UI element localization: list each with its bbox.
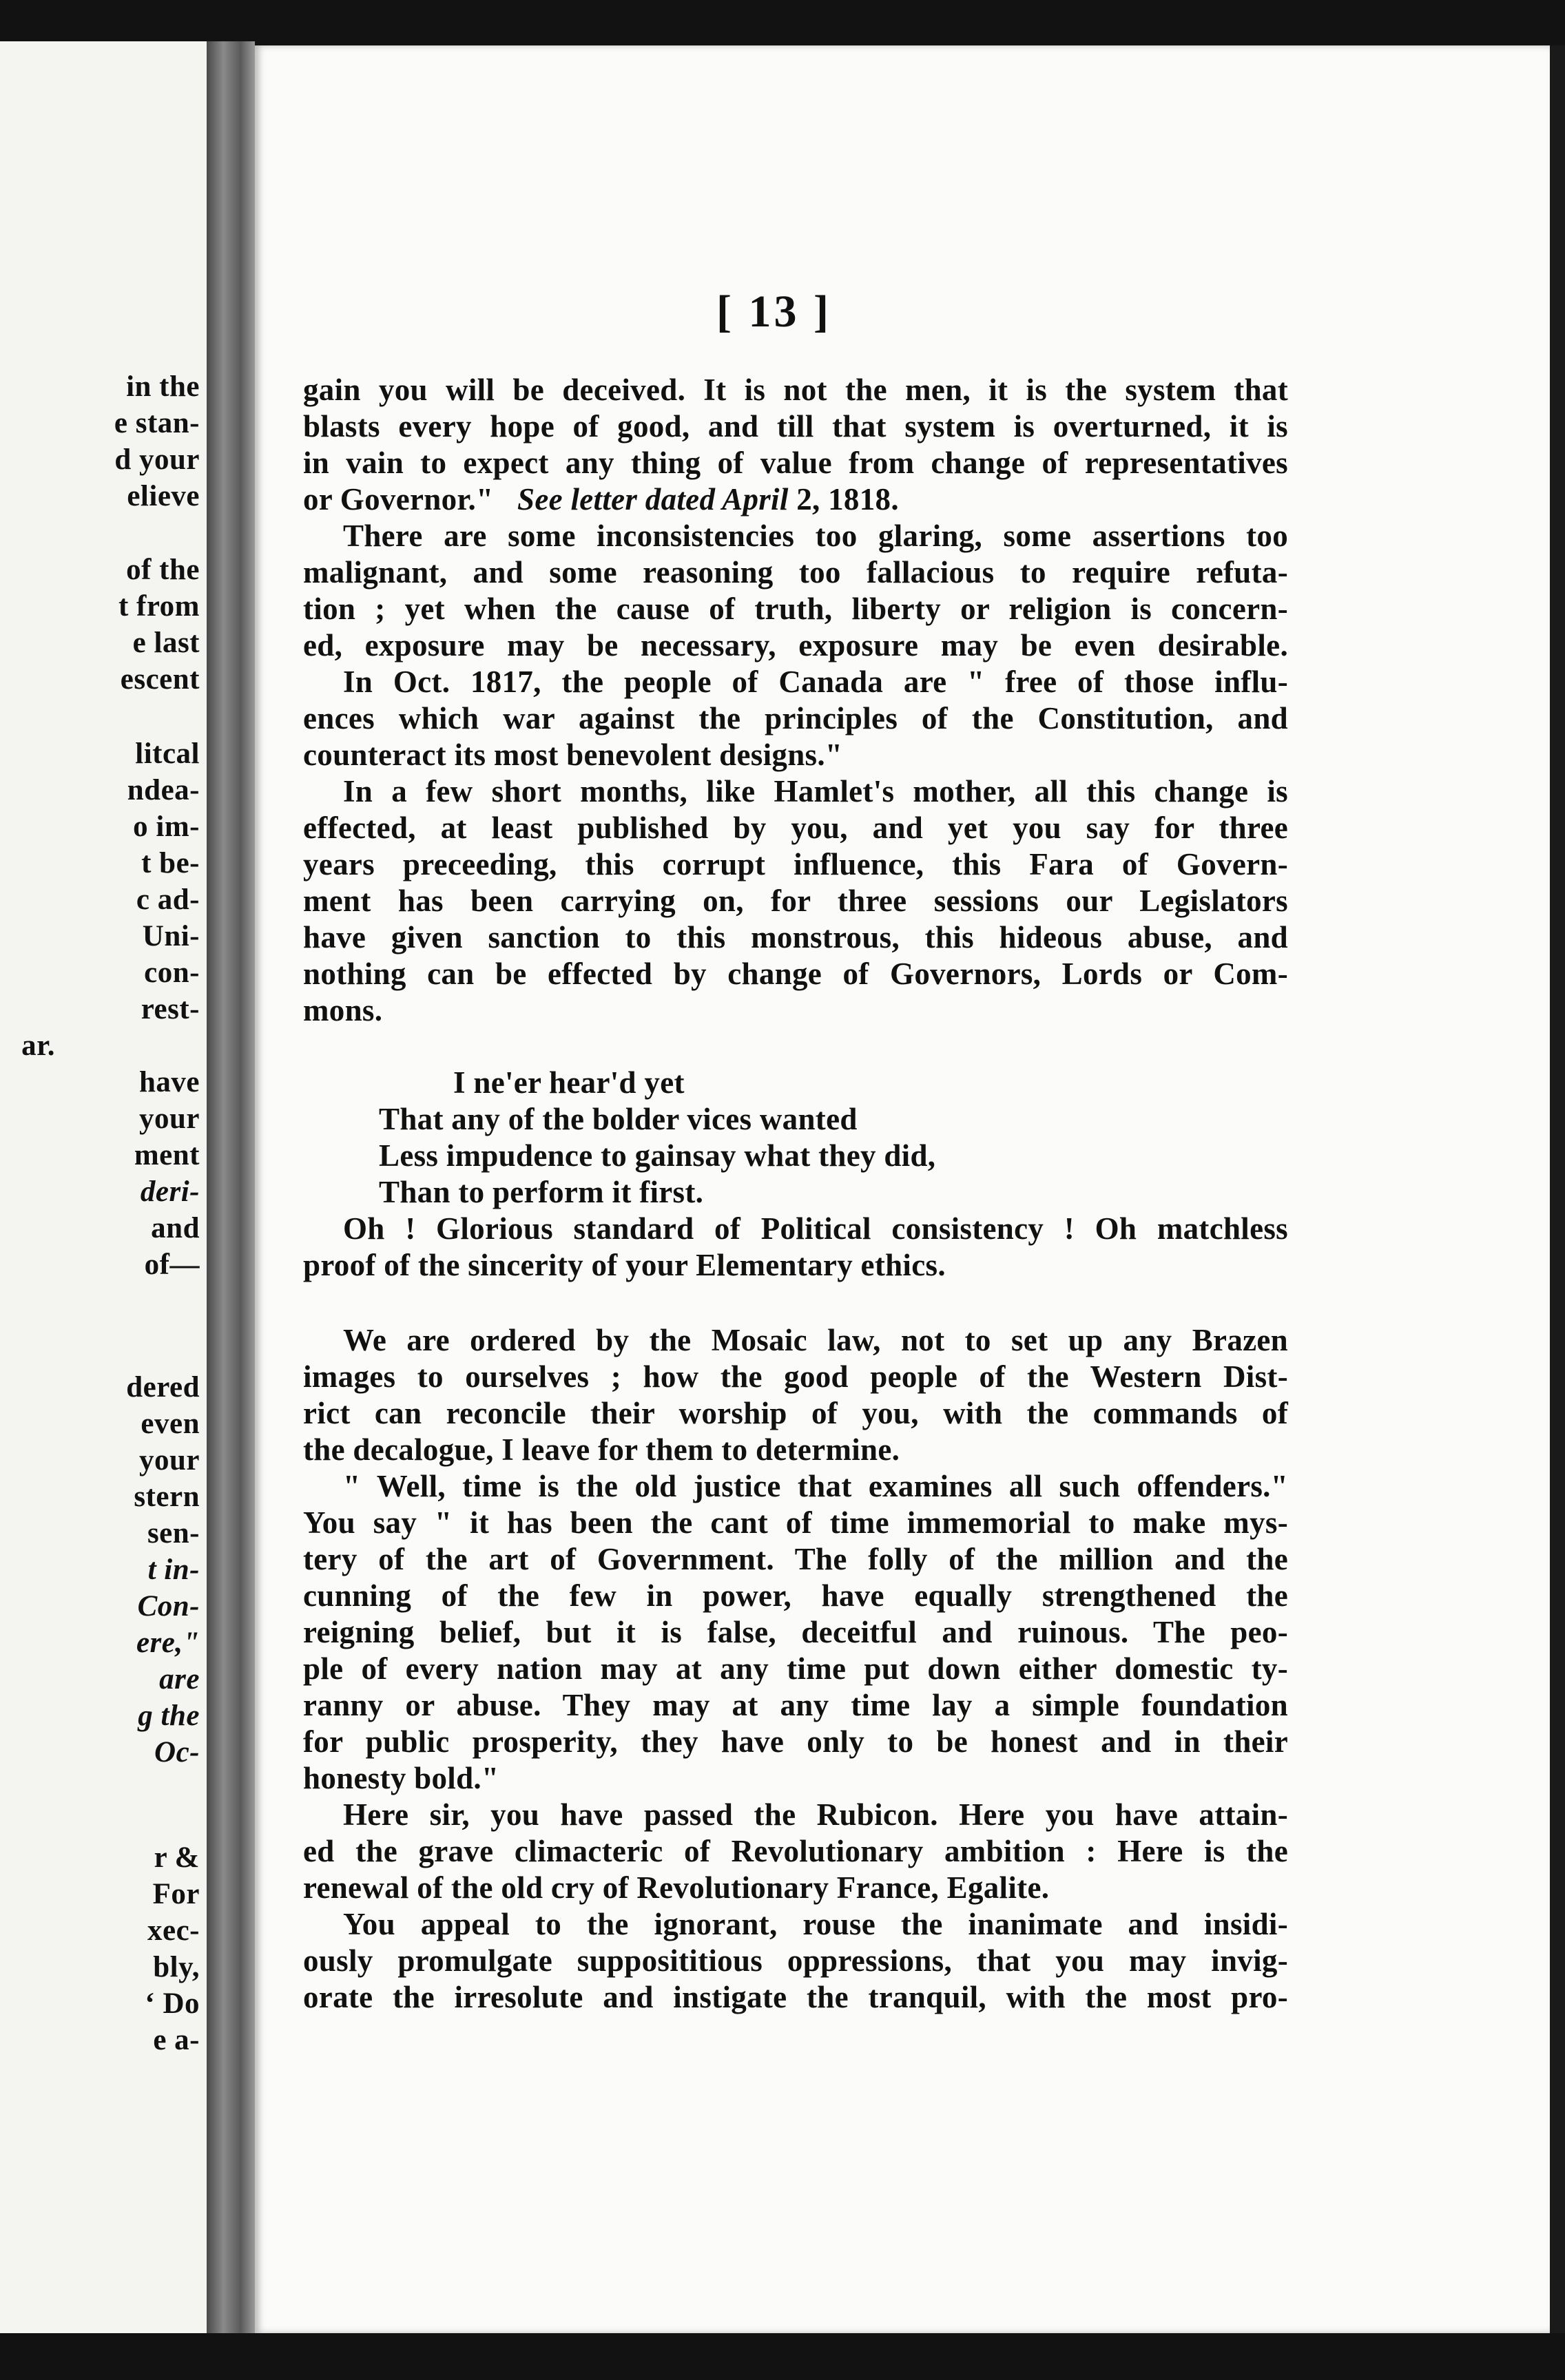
left-fragment: litcal (135, 738, 200, 770)
letter-citation: See letter dated April (517, 482, 789, 516)
left-fragment: r & (154, 1841, 200, 1874)
left-fragment: of the (126, 554, 200, 586)
text-line: proof of the sincerity of your Elementary ethics. (303, 1248, 946, 1282)
left-facing-page (0, 41, 207, 2335)
left-fragment: e last (132, 627, 200, 659)
verse-line: That any of the bolder vices wanted (379, 1102, 858, 1136)
verse-line: I ne'er hear'd yet (453, 1065, 685, 1100)
letter-date: 2, 1818. (796, 482, 899, 516)
text-line: " Well, time is the old justice that examines all such offenders." (343, 1469, 1288, 1503)
text-line: reigning belief, but it is false, deceitful and ruinous. The peo- (303, 1615, 1288, 1649)
text-line: Oh ! Glorious standard of Political consistency ! Oh matchless (343, 1211, 1288, 1246)
left-fragment: t in- (147, 1554, 200, 1586)
left-fragment: have (139, 1066, 200, 1098)
text-line: the decalogue, I leave for them to determine. (303, 1432, 900, 1467)
text-line: have given sanction to this monstrous, this hideous abuse, and (303, 920, 1288, 954)
left-fragment: con- (144, 957, 200, 989)
text-line: effected, at least published by you, and yet you say for three (303, 811, 1288, 845)
text-line: ously promulgate supposititious oppressions, that you may invig- (303, 1943, 1288, 1978)
left-fragment: are (159, 1663, 200, 1695)
left-fragment: t be- (141, 847, 200, 879)
text-line: counteract its most benevolent designs." (303, 738, 843, 772)
text-line: in vain to expect any thing of value from change of representatives (303, 446, 1288, 480)
text-line: You appeal to the ignorant, rouse the inanimate and insidi- (343, 1907, 1288, 1941)
left-fragment: e stan- (114, 407, 200, 439)
text-line: You say " it has been the cant of time immemorial to make mys- (303, 1505, 1288, 1540)
text-line: honesty bold." (303, 1761, 499, 1795)
left-fragment: deri- (140, 1176, 200, 1208)
left-fragment: even (141, 1408, 200, 1440)
left-fragment: dered (126, 1371, 200, 1403)
left-fragment: For (152, 1878, 200, 1910)
text-line: for public prosperity, they have only to be honest and in their (303, 1724, 1288, 1759)
text-line: ences which war against the principles of the Constitution, and (303, 701, 1288, 735)
left-fragment: escent (120, 663, 200, 696)
left-fragment: Oc- (154, 1736, 200, 1768)
left-fragment: stern (134, 1481, 200, 1513)
text-line: cunning of the few in power, have equally strengthened the (303, 1578, 1288, 1613)
text-line: tery of the art of Government. The folly of the million and the (303, 1542, 1288, 1576)
scan-right-border (1550, 45, 1565, 2333)
left-fragment: c ad- (136, 884, 200, 916)
scan-bottom-border (0, 2333, 1565, 2380)
text-line: renewal of the old cry of Revolutionary France, Egalite. (303, 1870, 1050, 1905)
left-fragment: in the (126, 370, 200, 403)
left-fragment: rest- (141, 993, 200, 1025)
text-line: orate the irresolute and instigate the tranquil, with the most pro- (303, 1980, 1288, 2014)
left-fragment: of— (144, 1249, 200, 1281)
text-line: ed, exposure may be necessary, exposure may be even desirable. (303, 628, 1288, 662)
text-line: mons. (303, 993, 383, 1027)
left-fragment: g the (138, 1700, 200, 1732)
left-fragment: sen- (147, 1517, 200, 1549)
book-gutter (207, 41, 255, 2335)
text-line: There are some inconsistencies too glaring, some assertions too (343, 519, 1288, 553)
quote-end: or Governor." (303, 482, 494, 516)
left-fragment: your (139, 1103, 200, 1135)
text-line: years preceeding, this corrupt influence, this Fara of Govern- (303, 847, 1288, 881)
verse-line: Than to perform it first. (379, 1175, 704, 1209)
text-line: blasts every hope of good, and till that system is overturned, it is (303, 409, 1288, 443)
text-line: ple of every nation may at any time put down either domestic ty- (303, 1651, 1288, 1686)
left-fragment: bly, (153, 1951, 200, 1983)
left-fragment: your (139, 1444, 200, 1476)
left-fragment: and (151, 1212, 200, 1244)
text-line: tion ; yet when the cause of truth, liberty or religion is concern- (303, 592, 1288, 626)
left-fragment: ere," (136, 1627, 200, 1659)
left-fragment: Uni- (142, 920, 200, 952)
text-line: ed the grave climacteric of Revolutionary ambition : Here is the (303, 1834, 1288, 1868)
text-line: ment has been carrying on, for three sessions our Legislators (303, 884, 1288, 918)
left-fragment: ar. (21, 1030, 55, 1062)
text-line (303, 481, 1288, 517)
text-line: malignant, and some reasoning too fallacious to require refuta- (303, 555, 1288, 589)
text-line: gain you will be deceived. It is not the men, it is the system that (303, 373, 1288, 407)
verse-line: Less impudence to gainsay what they did, (379, 1138, 936, 1173)
text-line: images to ourselves ; how the good people of the Western Dist- (303, 1359, 1288, 1394)
left-fragment: Con- (137, 1590, 200, 1622)
left-fragment: xec- (147, 1914, 200, 1947)
text-line: In Oct. 1817, the people of Canada are " free of those influ- (343, 665, 1288, 699)
left-fragment: ‘ Do (145, 1987, 200, 2020)
left-fragment: ment (134, 1139, 200, 1171)
text-line: In a few short months, like Hamlet's mother, all this change is (343, 774, 1288, 808)
left-fragment: d your (114, 443, 200, 476)
left-fragment: ndea- (127, 774, 200, 806)
text-line: ranny or abuse. They may at any time lay a simple foundation (303, 1688, 1288, 1722)
page-number: [ 13 ] (716, 286, 831, 337)
left-fragment: t from (118, 590, 200, 623)
left-fragment: e a- (153, 2024, 200, 2056)
left-fragment: o im- (133, 811, 200, 843)
text-line: We are ordered by the Mosaic law, not to set up any Brazen (343, 1323, 1288, 1357)
text-line: Here sir, you have passed the Rubicon. Here you have attain- (343, 1797, 1288, 1832)
text-line: rict can reconcile their worship of you, with the commands of (303, 1396, 1288, 1430)
left-fragment: elieve (127, 480, 200, 512)
text-line: nothing can be effected by change of Governors, Lords or Com- (303, 957, 1288, 991)
